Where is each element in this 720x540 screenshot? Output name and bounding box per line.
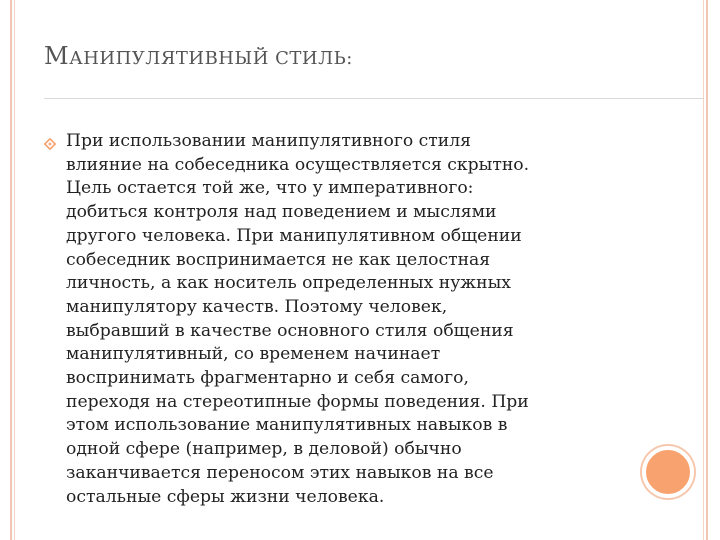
body-text-line: личность, а как носитель определенных нужных [66, 273, 511, 294]
slide-title [44, 42, 353, 70]
slide-title-rest: АНИПУЛЯТИВНЫЙ СТИЛЬ: [69, 48, 353, 69]
body-text-line: заканчивается переносом этих навыков на все [66, 462, 494, 483]
body-text-line: этом использование манипулятивных навыков в [66, 415, 508, 436]
body-text-line: одной сфере (например, в деловой) обычно [66, 439, 462, 460]
body-text-line: влияние на собеседника осуществляется скрытно. [66, 154, 530, 175]
body-text-line: остальные сферы жизни человека. [66, 486, 385, 507]
body-text-line: добиться контроля над поведением и мыслями [66, 202, 497, 223]
body-paragraph [66, 130, 606, 509]
slide-title-first-letter: М [44, 42, 70, 70]
body-text-line: воспринимать фрагментарно и себя самого, [66, 368, 469, 389]
diamond-outline-bullet-icon [44, 138, 56, 150]
body-text-line: другого человека. При манипулятивном общении [66, 225, 522, 246]
body-text-line: Цель остается той же, что у императивного: [66, 178, 474, 199]
decorative-orange-circle [642, 446, 694, 498]
title-divider [44, 98, 704, 99]
body-text-line: переходя на стереотипные формы поведения. При [66, 391, 529, 412]
body-text-line: выбравший в качестве основного стиля общения [66, 320, 514, 341]
body-text-line: собеседник воспринимается не как целостная [66, 249, 491, 270]
body-text-line: манипулятивный, со временем начинает [66, 344, 441, 365]
body-text-line: При использовании манипулятивного стиля [66, 131, 472, 151]
body-text-line: манипулятору качеств. Поэтому человек, [66, 296, 448, 317]
